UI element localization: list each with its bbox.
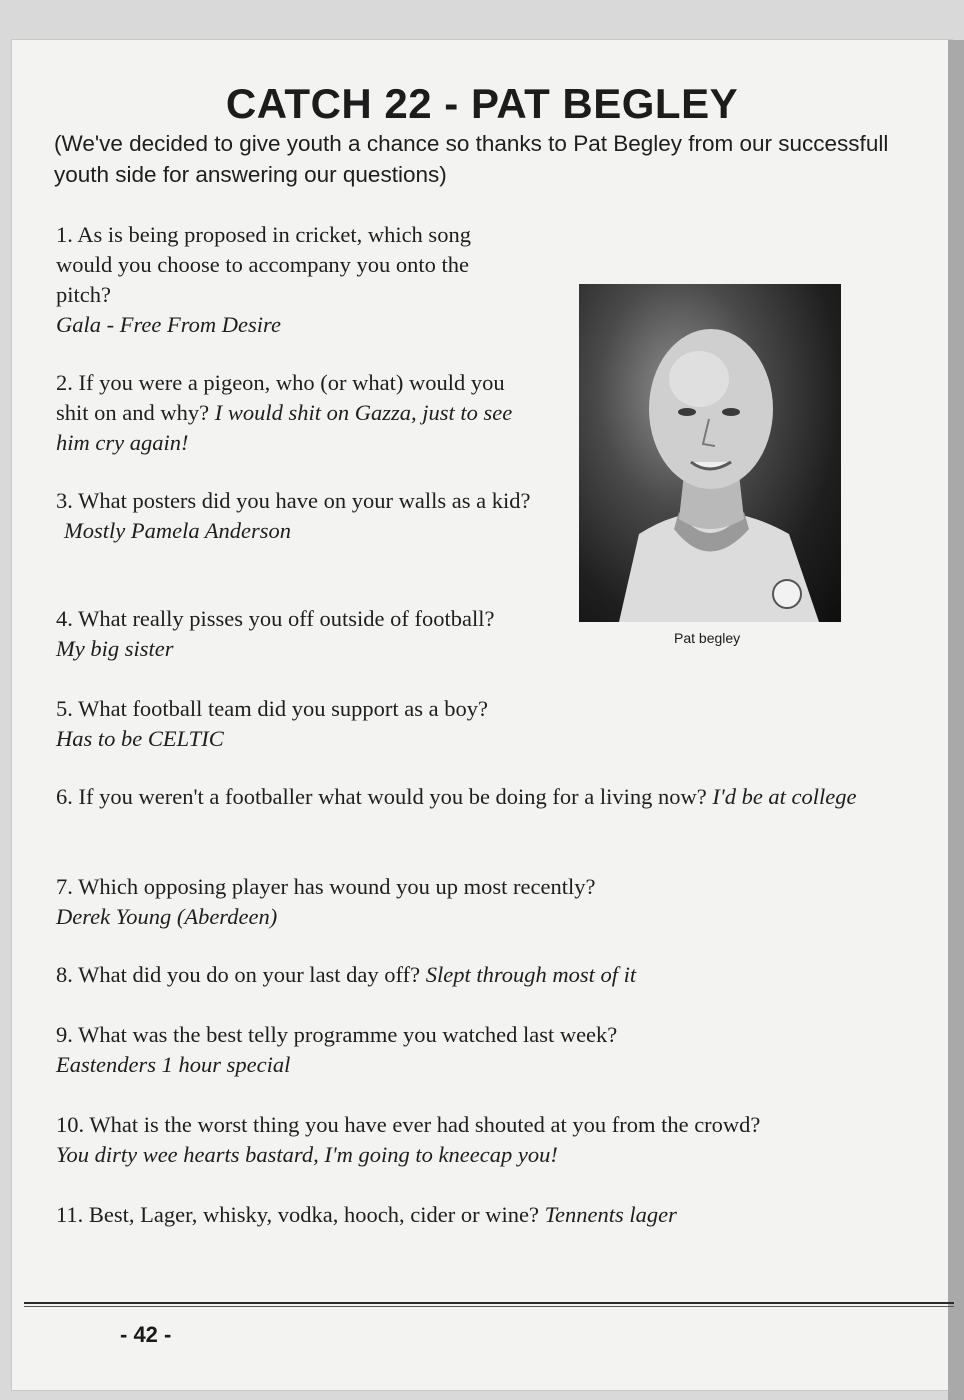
answer-text: You dirty wee hearts bastard, I'm going to kneecap you! bbox=[56, 1142, 558, 1167]
qa-item-8 bbox=[56, 960, 906, 990]
qa-item-10 bbox=[56, 1110, 916, 1170]
qa-item-2 bbox=[56, 368, 518, 458]
question-text: 7. Which opposing player has wound you up most recently? bbox=[56, 874, 596, 899]
answer-text: Has to be CELTIC bbox=[56, 726, 224, 751]
answer-text: Eastenders 1 hour special bbox=[56, 1052, 291, 1077]
qa-item-5 bbox=[56, 694, 526, 754]
question-text: 8. What did you do on your last day off? bbox=[56, 962, 421, 987]
answer-text: Derek Young (Aberdeen) bbox=[56, 904, 278, 929]
page-number: - 42 - bbox=[120, 1322, 172, 1347]
question-text: 10. What is the worst thing you have ever had shouted at you from the crowd? bbox=[56, 1112, 761, 1137]
answer-text: Slept through most of it bbox=[425, 962, 637, 987]
player-portrait-photo bbox=[579, 284, 841, 622]
answer-text: I would shit on Gazza, just to see him cry again! bbox=[56, 400, 513, 455]
qa-item-1 bbox=[56, 220, 506, 340]
answer-text: Tennents lager bbox=[544, 1202, 677, 1227]
portrait-illustration bbox=[579, 284, 841, 622]
question-text: 2. If you were a pigeon, who (or what) would you shit on and why? bbox=[56, 370, 505, 425]
question-text: 4. What really pisses you off outside of football? bbox=[56, 606, 495, 631]
answer-text: My big sister bbox=[56, 636, 174, 661]
qa-item-11 bbox=[56, 1200, 906, 1230]
question-text: 3. What posters did you have on your walls as a kid? bbox=[56, 488, 531, 513]
question-text: 11. Best, Lager, whisky, vodka, hooch, cider or wine? bbox=[56, 1202, 539, 1227]
footer-rule-thin bbox=[24, 1306, 954, 1307]
qa-item-9 bbox=[56, 1020, 906, 1080]
qa-item-4 bbox=[56, 604, 526, 664]
intro-text: (We've decided to give youth a chance so thanks to Pat Begley from our successfull youth side for answering our questions) bbox=[54, 131, 889, 187]
footer-rule bbox=[24, 1302, 954, 1304]
page-edge bbox=[948, 40, 964, 1400]
qa-item-6 bbox=[56, 782, 906, 812]
qa-item-3 bbox=[56, 486, 546, 546]
question-text: 1. As is being proposed in cricket, which song would you choose to accompany you onto the pitch? bbox=[56, 222, 471, 307]
page-title: CATCH 22 - PAT BEGLEY bbox=[225, 80, 739, 127]
qa-item-7 bbox=[56, 872, 906, 932]
question-text: 9. What was the best telly programme you watched last week? bbox=[56, 1022, 618, 1047]
photo-caption: Pat begley bbox=[674, 630, 741, 646]
answer-text: Mostly Pamela Anderson bbox=[64, 518, 292, 543]
answer-text: Gala - Free From Desire bbox=[56, 312, 281, 337]
answer-text: I'd be at college bbox=[712, 784, 857, 809]
question-text: 6. If you weren't a footballer what would you be doing for a living now? bbox=[56, 784, 707, 809]
question-text: 5. What football team did you support as a boy? bbox=[56, 696, 488, 721]
